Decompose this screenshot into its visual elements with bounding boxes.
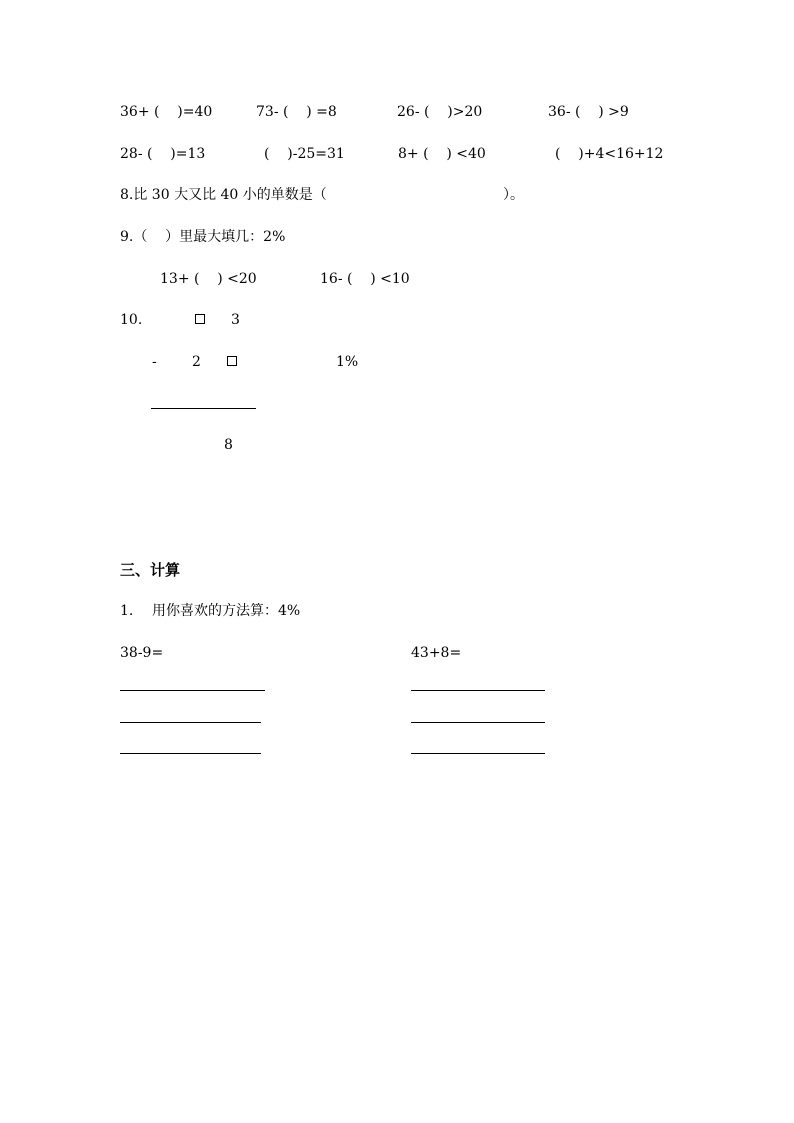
answer-line — [411, 690, 545, 691]
answer-line — [120, 690, 265, 691]
answer-line — [411, 722, 545, 723]
equation-8: ( )+4<16+12 — [555, 146, 664, 162]
equation-3: 26- ( )>20 — [397, 104, 483, 120]
question-10-number: 10. — [120, 312, 143, 328]
answer-line — [411, 753, 545, 754]
equation-4: 36- ( ) >9 — [548, 104, 629, 120]
equation-5: 28- ( )=13 — [120, 146, 206, 162]
question-8: 8.比 30 大又比 40 小的单数是（ — [120, 187, 327, 203]
blank-box — [195, 314, 205, 324]
answer-line — [120, 722, 261, 723]
equation-2: 73- ( ) =8 — [256, 104, 337, 120]
calc-prompt: 用你喜欢的方法算：4% — [152, 603, 301, 619]
minus-sign: - — [152, 354, 157, 370]
equation-6: ( )-25=31 — [264, 146, 345, 162]
question-9-expr-a: 13+ ( ) <20 — [160, 271, 257, 287]
answer-line — [120, 753, 261, 754]
right-expression: 43+8= — [411, 645, 462, 661]
question-10-score: 1% — [336, 354, 359, 370]
question-10-top-digit: 3 — [231, 312, 240, 328]
equation-1: 36+ ( )=40 — [120, 104, 213, 120]
subtraction-line — [151, 408, 256, 409]
question-10-mid-digit: 2 — [192, 354, 201, 370]
left-expression: 38-9= — [120, 645, 164, 661]
equation-7: 8+ ( ) <40 — [398, 146, 486, 162]
question-8-close: ）。 — [503, 187, 524, 203]
question-10-result: 8 — [224, 437, 233, 453]
question-9: 9.（ ）里最大填几：2% — [120, 229, 286, 245]
calc-prompt-number: 1. — [120, 603, 134, 619]
question-9-expr-b: 16- ( ) <10 — [320, 271, 410, 287]
blank-box — [227, 356, 237, 366]
section-title: 三、计算 — [120, 561, 181, 579]
